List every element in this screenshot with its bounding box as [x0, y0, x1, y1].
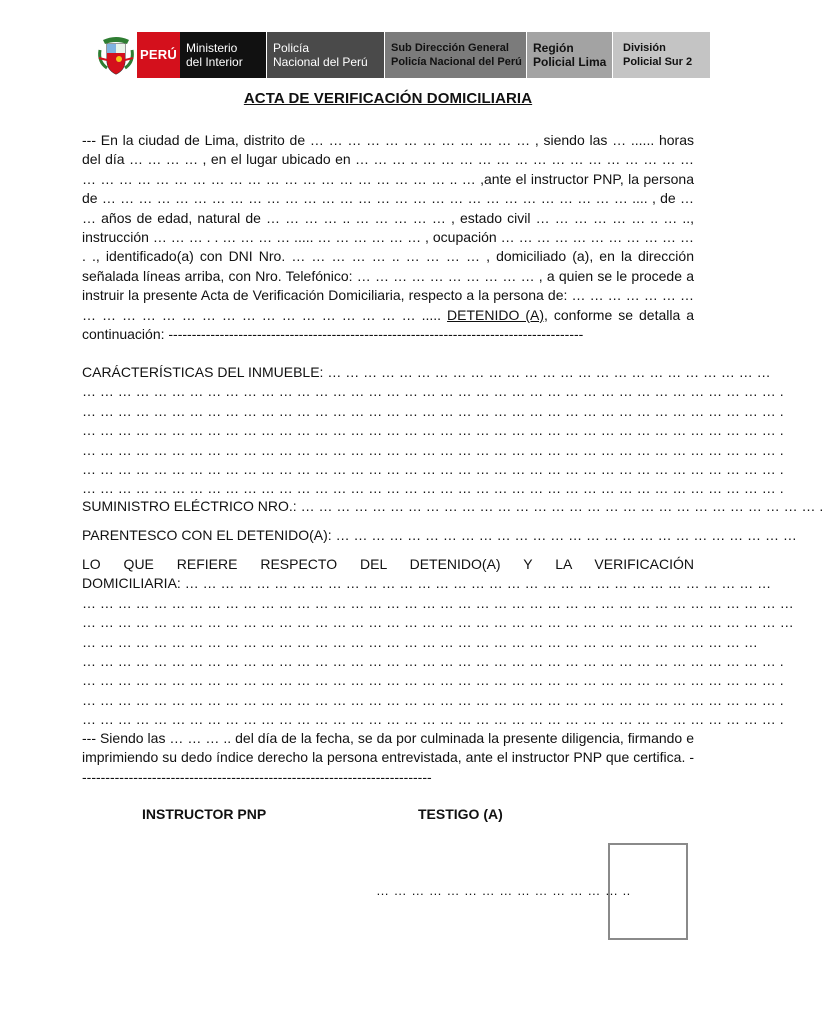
refiere-dot-line: … … … … … … … … … … … … … … … … … … … … … … … … … … … … … … … … … … … … … … — [82, 633, 758, 650]
suministro-section — [82, 497, 823, 516]
parentesco-dots: … … … … … … … … … … … … … … … … … … … … … … … … … … — [335, 527, 797, 543]
caracteristicas-dot-line: … … … … … … … … … … … … … … … … … … … … … … … … … … … … … … … … … … … … … … … . — [82, 402, 784, 419]
ministry-label — [180, 32, 266, 78]
document-title: ACTA DE VERIFICACIÓN DOMICILIARIA — [243, 90, 533, 107]
refiere-dot-line: … … … … … … … … … … … … … … … … … … … … … … … … … … … … … … … … … … … … … … … . — [82, 652, 784, 669]
caracteristicas-header-line — [82, 363, 771, 382]
closing-paragraph: --- Siendo las … … … .. del día de la fecha, se da por culminada la presente diligencia, firmando e imprimiendo su dedo índice derecho la persona entrevistada, ante el instructor PNP que certifica. ---------------------------------------------------------------------------- — [82, 730, 694, 785]
region-label — [526, 32, 612, 78]
refiere-dot-line: … … … … … … … … … … … … … … … … … … … … … … … … … … … … … … … … … … … … … … … … — [82, 614, 794, 631]
division-line-2: Policial Sur 2 — [623, 56, 693, 68]
detenido-label: DETENIDO (A) — [447, 306, 545, 323]
police-label — [266, 32, 384, 78]
refiere-heading: LO QUE REFIERE RESPECTO DEL DETENIDO(A) Y LA VERIFICACIÓN — [82, 556, 694, 572]
instructor-signature-label: INSTRUCTOR PNP — [142, 806, 267, 822]
national-shield-logo — [95, 32, 137, 78]
division-label — [612, 32, 710, 78]
suministro-line — [82, 497, 823, 516]
suministro-label: SUMINISTRO ELÉCTRICO NRO.: — [82, 498, 297, 514]
caracteristicas-dot-line: … … … … … … … … … … … … … … … … … … … … … … … … … … … … … … … … … … … … … … … . — [82, 480, 784, 497]
refiere-dot-line: … … … … … … … … … … … … … … … … … … … … … … … … … … … … … … … … … … … … … … … . — [82, 711, 784, 728]
caracteristicas-dot-line: … … … … … … … … … … … … … … … … … … … … … … … … … … … … … … … … … … … … … … … . — [82, 460, 784, 477]
intro-text-continuation: , conforme se detalla a continuación: ----------------------------------------------------------------------------------------- — [82, 306, 695, 343]
peru-label: PERÚ — [137, 32, 180, 78]
parentesco-line — [82, 526, 797, 545]
caracteristicas-section — [82, 363, 784, 499]
ministry-line-1: Ministerio — [186, 41, 238, 55]
subdireccion-line-1: Sub Dirección General — [391, 42, 509, 54]
testigo-signature-label: TESTIGO (A) — [418, 806, 503, 822]
division-line-1: División — [623, 42, 666, 54]
fingerprint-box — [608, 843, 688, 940]
refiere-label-line — [82, 574, 772, 593]
suministro-dots: … … … … … … … … … … … … … … … … … … … … … … … … … … … … … . — [300, 498, 823, 514]
refiere-dot-line: … … … … … … … … … … … … … … … … … … … … … … … … … … … … … … … … … … … … … … … … — [82, 594, 794, 611]
parentesco-label: PARENTESCO CON EL DETENIDO(A): — [82, 527, 332, 543]
police-line-1: Policía — [273, 41, 310, 55]
refiere-dots: … … … … … … … … … … … … … … … … … … … … … … … … … … … … … … … … … — [184, 575, 772, 592]
region-line-1: Región — [533, 41, 574, 55]
refiere-dot-line: … … … … … … … … … … … … … … … … … … … … … … … … … … … … … … … … … … … … … … … . — [82, 691, 784, 708]
refiere-dot-line: … … … … … … … … … … … … … … … … … … … … … … … … … … … … … … … … … … … … … … … . — [82, 672, 784, 689]
refiere-label: DOMICILIARIA: — [82, 575, 181, 592]
caracteristicas-dot-line: … … … … … … … … … … … … … … … … … … … … … … … … … … … … … … … … … … … … … … … . — [82, 422, 784, 439]
coat-of-arms-icon — [95, 32, 137, 78]
caracteristicas-label: CARÁCTERÍSTICAS DEL INMUEBLE: — [82, 364, 324, 380]
police-line-2: Nacional del Perú — [273, 55, 368, 69]
caracteristicas-dots: … … … … … … … … … … … … … … … … … … … … … … … … … — [327, 364, 771, 380]
intro-text: --- En la ciudad de Lima, distrito de … … … … … … … … … … … … , siendo las … ...... horas del día … … … … , en el lugar ubicado en … … … .. … … … … … … … … … … … … … … … … … … … … … … … … … … … … … … … … … … … .. … ,ante el instructor PNP, la persona de … … … … … … … … … … … … … … … … … … … … … … … … … … … … … .... , de … … años de edad, natural de … … … … .. … … … … … , estado civil … … … … … … .. … .., instrucción … … … . . … … … … ..... … … … … … … , ocupación … … … … … … … … … … … . ., identificado(a) con DNI Nro. … … … … … .. … … … … , domiciliado (a), en la dirección señalada líneas arriba, con Nro. Telefónico: … … … … … … … … … … , a quien se le procede a instruir la presente Acta de Verificación Domiciliaria, respecto a la persona de: … … … … … … … … … … … … … … … … … … … … … … … … ..... — [82, 132, 694, 323]
parentesco-section — [82, 526, 797, 545]
refiere-section — [82, 555, 794, 730]
caracteristicas-dot-line: … … … … … … … … … … … … … … … … … … … … … … … … … … … … … … … … … … … … … … … . — [82, 383, 784, 400]
region-line-2: Policial Lima — [533, 55, 607, 69]
intro-paragraph — [82, 131, 694, 344]
header-banner — [95, 32, 715, 78]
testigo-signature-line: … … … … … … … … … … … … … … .. — [376, 883, 631, 898]
subdireccion-line-2: Policía Nacional del Perú — [391, 56, 522, 68]
ministry-line-2: del Interior — [186, 55, 243, 69]
subdireccion-label — [384, 32, 526, 78]
caracteristicas-dot-line: … … … … … … … … … … … … … … … … … … … … … … … … … … … … … … … … … … … … … … … . — [82, 441, 784, 458]
